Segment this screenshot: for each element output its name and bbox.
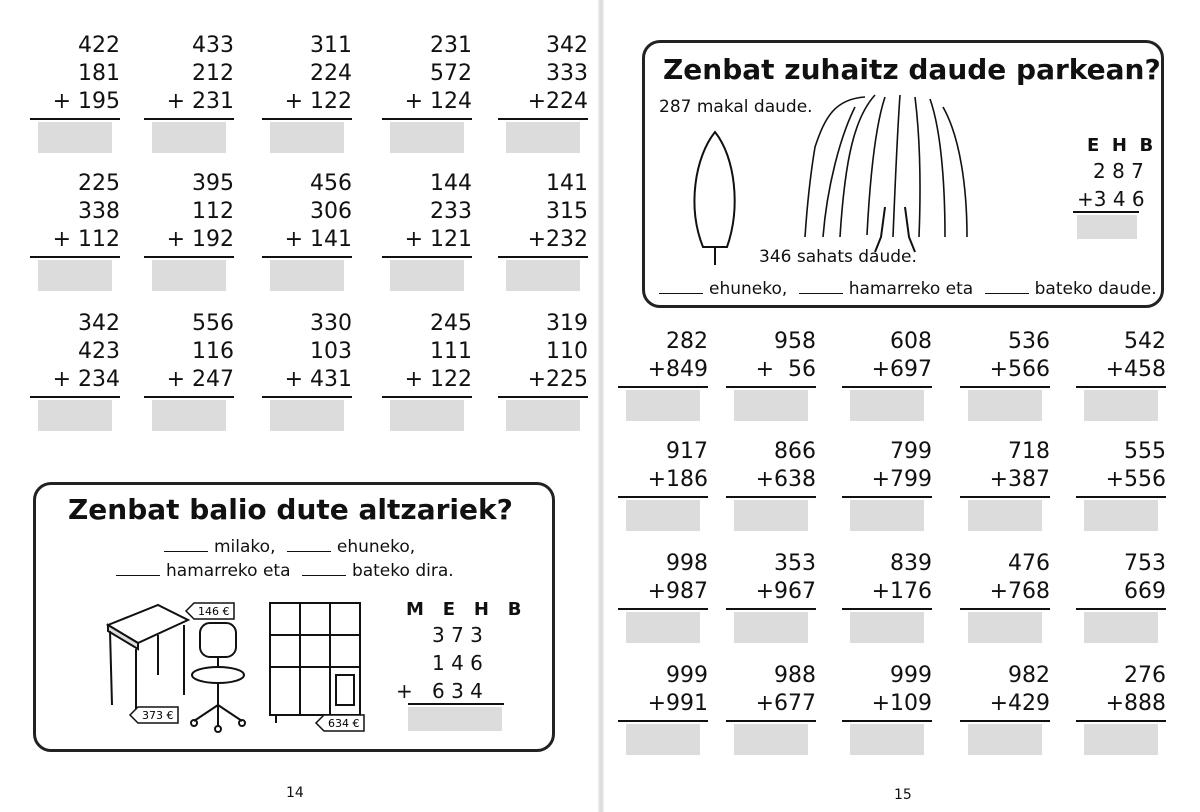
operand: +566 — [989, 357, 1050, 382]
table-icon — [108, 605, 188, 720]
sum-rule — [842, 608, 932, 610]
blank-ones-trees[interactable] — [985, 292, 1029, 294]
operand: 799 — [890, 439, 932, 464]
operand: + 56 — [755, 357, 816, 382]
operand: 608 — [890, 329, 932, 354]
price-tag-chair — [186, 603, 234, 619]
operand: 542 — [1124, 329, 1166, 354]
answer-box[interactable] — [38, 400, 112, 431]
operand: 556 — [192, 311, 234, 336]
ehb-sum-rule — [1073, 211, 1139, 213]
answer-box[interactable] — [626, 724, 700, 755]
price-tag-table — [130, 707, 178, 723]
operand: 181 — [78, 61, 120, 86]
page-number-left: 14 — [286, 785, 304, 801]
operand: + 192 — [166, 227, 234, 252]
sum-rule — [1076, 720, 1166, 722]
addition-problem — [842, 328, 932, 421]
operand: 572 — [430, 61, 472, 86]
sum-rule — [1076, 386, 1166, 388]
operand: 315 — [546, 199, 588, 224]
addition-problem — [726, 328, 816, 421]
operand: +967 — [755, 579, 816, 604]
operand: 669 — [1124, 579, 1166, 604]
answer-box[interactable] — [270, 260, 344, 291]
operand: +768 — [989, 579, 1050, 604]
trees-box — [642, 40, 1164, 308]
addition-problem — [144, 310, 234, 431]
addition-problem — [618, 438, 708, 531]
ehb-row-2: +3 4 6 — [1077, 187, 1145, 211]
operand: 433 — [192, 33, 234, 58]
answer-box[interactable] — [152, 260, 226, 291]
blank-tens-trees[interactable] — [799, 292, 843, 294]
addition-problem — [726, 662, 816, 755]
blank-hundreds[interactable] — [287, 550, 331, 552]
addition-problem — [726, 438, 816, 531]
operand: 422 — [78, 33, 120, 58]
answer-box[interactable] — [38, 260, 112, 291]
addition-problem — [30, 170, 120, 291]
answer-box[interactable] — [850, 500, 924, 531]
answer-box[interactable] — [152, 122, 226, 153]
operand: +987 — [647, 579, 708, 604]
mehb-headers: M E H B — [406, 599, 522, 620]
operand: 342 — [546, 33, 588, 58]
addition-problem — [262, 310, 352, 431]
operand: 718 — [1008, 439, 1050, 464]
mehb-answer-box[interactable] — [408, 707, 502, 731]
operand: 753 — [1124, 551, 1166, 576]
operand: 982 — [1008, 663, 1050, 688]
answer-box[interactable] — [506, 122, 580, 153]
price-tag-chair-text: 146 € — [198, 605, 230, 618]
sum-rule — [726, 608, 816, 610]
answer-box[interactable] — [626, 500, 700, 531]
operand: + 247 — [166, 367, 234, 392]
blank-ones[interactable] — [302, 574, 346, 576]
answer-box[interactable] — [968, 724, 1042, 755]
operand: + 431 — [284, 367, 352, 392]
sum-rule — [498, 118, 588, 120]
operand: +638 — [755, 467, 816, 492]
addition-problem — [960, 328, 1050, 421]
price-tag-cabinet-text: 634 € — [328, 717, 360, 730]
page-number-right: 15 — [894, 787, 912, 803]
furniture-box-title: Zenbat balio dute altzariek? — [68, 493, 513, 526]
operand: 958 — [774, 329, 816, 354]
operand: 999 — [890, 663, 932, 688]
answer-box[interactable] — [850, 724, 924, 755]
answer-box[interactable] — [270, 400, 344, 431]
operand: +387 — [989, 467, 1050, 492]
operand: + 112 — [52, 227, 120, 252]
sum-rule — [144, 118, 234, 120]
addition-problem — [382, 170, 472, 291]
addition-problem — [960, 438, 1050, 531]
addition-problem — [618, 550, 708, 643]
operand: 423 — [78, 339, 120, 364]
operand: +799 — [871, 467, 932, 492]
operand: 245 — [430, 311, 472, 336]
operand: 224 — [310, 61, 352, 86]
answer-box[interactable] — [734, 500, 808, 531]
poplars-text: 287 makal daude. — [659, 97, 813, 117]
sum-rule — [382, 118, 472, 120]
addition-problem — [960, 662, 1050, 755]
sum-rule — [1076, 496, 1166, 498]
operand: +677 — [755, 691, 816, 716]
operand: 112 — [192, 199, 234, 224]
addition-problem — [144, 32, 234, 153]
sum-rule — [842, 496, 932, 498]
operand: 231 — [430, 33, 472, 58]
furniture-box — [33, 482, 555, 752]
operand: 866 — [774, 439, 816, 464]
ehb-answer-box[interactable] — [1077, 215, 1137, 239]
answer-box[interactable] — [1084, 612, 1158, 643]
addition-problem — [842, 438, 932, 531]
operand: +186 — [647, 467, 708, 492]
addition-problem — [30, 310, 120, 431]
operand: + 122 — [404, 367, 472, 392]
cabinet-icon — [270, 603, 360, 723]
operand: 536 — [1008, 329, 1050, 354]
sum-rule — [726, 386, 816, 388]
addition-problem — [1076, 550, 1166, 643]
blank-hundreds-trees[interactable] — [659, 292, 703, 294]
ehb-headers: E H B — [1087, 135, 1154, 156]
operand: 233 — [430, 199, 472, 224]
answer-box[interactable] — [626, 612, 700, 643]
sum-rule — [262, 118, 352, 120]
operand: 330 — [310, 311, 352, 336]
sum-rule — [498, 396, 588, 398]
sum-rule — [382, 256, 472, 258]
answer-box[interactable] — [850, 612, 924, 643]
addition-problem — [1076, 662, 1166, 755]
operand: 333 — [546, 61, 588, 86]
operand: 311 — [310, 33, 352, 58]
answer-box[interactable] — [270, 122, 344, 153]
answer-box[interactable] — [506, 260, 580, 291]
sum-rule — [30, 118, 120, 120]
addition-problem — [498, 310, 588, 431]
sum-rule — [262, 256, 352, 258]
furniture-line-1: milako, ehuneko, — [164, 537, 415, 557]
operand: 144 — [430, 171, 472, 196]
sum-rule — [618, 608, 708, 610]
addition-problem — [498, 32, 588, 153]
mehb-row-2: 1 4 6 — [432, 651, 483, 675]
sum-rule — [618, 496, 708, 498]
operand: +232 — [527, 227, 588, 252]
sum-rule — [498, 256, 588, 258]
operand: + 121 — [404, 227, 472, 252]
addition-problem — [960, 550, 1050, 643]
chair-icon — [191, 623, 245, 732]
operand: 999 — [666, 663, 708, 688]
answer-box[interactable] — [390, 400, 464, 431]
operand: 110 — [546, 339, 588, 364]
addition-problem — [1076, 328, 1166, 421]
operand: 988 — [774, 663, 816, 688]
sum-rule — [144, 396, 234, 398]
operand: +429 — [989, 691, 1050, 716]
furniture-line-2: hamarreko eta bateko dira. — [116, 561, 454, 581]
answer-box[interactable] — [734, 612, 808, 643]
operand: 353 — [774, 551, 816, 576]
answer-box[interactable] — [1084, 390, 1158, 421]
sum-rule — [960, 386, 1050, 388]
operand: +224 — [527, 89, 588, 114]
addition-problem — [144, 170, 234, 291]
mehb-row-3: 6 3 4 — [432, 679, 483, 703]
trees-illustration — [675, 87, 995, 267]
sum-rule — [618, 386, 708, 388]
operand: +225 — [527, 367, 588, 392]
operand: + 141 — [284, 227, 352, 252]
operand: + 234 — [52, 367, 120, 392]
operand: + 124 — [404, 89, 472, 114]
answer-box[interactable] — [968, 390, 1042, 421]
blank-thousands[interactable] — [164, 550, 208, 552]
willows-text: 346 sahats daude. — [759, 247, 917, 267]
operand: +556 — [1105, 467, 1166, 492]
answer-box[interactable] — [1084, 724, 1158, 755]
addition-problem — [618, 662, 708, 755]
answer-box[interactable] — [968, 612, 1042, 643]
page-right — [604, 0, 1200, 812]
sum-rule — [842, 386, 932, 388]
operand: +697 — [871, 357, 932, 382]
operand: + 122 — [284, 89, 352, 114]
trees-answer-line: ehuneko, hamarreko eta bateko daude. — [659, 279, 1157, 299]
mehb-plus: + — [396, 679, 413, 703]
operand: +849 — [647, 357, 708, 382]
sum-rule — [262, 396, 352, 398]
operand: 225 — [78, 171, 120, 196]
mehb-sum-rule — [408, 703, 504, 705]
operand: 555 — [1124, 439, 1166, 464]
operand: +458 — [1105, 357, 1166, 382]
answer-box[interactable] — [1084, 500, 1158, 531]
addition-problem — [262, 170, 352, 291]
price-tag-cabinet — [316, 715, 364, 731]
sum-rule — [842, 720, 932, 722]
operand: 282 — [666, 329, 708, 354]
operand: +991 — [647, 691, 708, 716]
answer-box[interactable] — [506, 400, 580, 431]
operand: +888 — [1105, 691, 1166, 716]
sum-rule — [30, 256, 120, 258]
addition-problem — [382, 310, 472, 431]
willow-tree-icon — [805, 95, 967, 252]
sum-rule — [30, 396, 120, 398]
addition-problem — [842, 550, 932, 643]
answer-box[interactable] — [968, 500, 1042, 531]
operand: 839 — [890, 551, 932, 576]
operand: 395 — [192, 171, 234, 196]
ehb-row-1: 2 8 7 — [1093, 159, 1144, 183]
mehb-row-1: 3 7 3 — [432, 623, 483, 647]
answer-box[interactable] — [390, 260, 464, 291]
operand: 456 — [310, 171, 352, 196]
sum-rule — [144, 256, 234, 258]
addition-problem — [842, 662, 932, 755]
operand: 276 — [1124, 663, 1166, 688]
sum-rule — [382, 396, 472, 398]
sum-rule — [960, 720, 1050, 722]
operand: 103 — [310, 339, 352, 364]
blank-tens[interactable] — [116, 574, 160, 576]
operand: 212 — [192, 61, 234, 86]
price-tag-table-text: 373 € — [142, 709, 174, 722]
addition-problem — [1076, 438, 1166, 531]
sum-rule — [960, 496, 1050, 498]
operand: 111 — [430, 339, 472, 364]
sum-rule — [726, 720, 816, 722]
answer-box[interactable] — [38, 122, 112, 153]
operand: 476 — [1008, 551, 1050, 576]
addition-problem — [30, 32, 120, 153]
operand: 342 — [78, 311, 120, 336]
operand: 917 — [666, 439, 708, 464]
sum-rule — [618, 720, 708, 722]
poplar-tree-icon — [694, 132, 734, 265]
operand: + 231 — [166, 89, 234, 114]
answer-box[interactable] — [850, 390, 924, 421]
addition-problem — [618, 328, 708, 421]
addition-problem — [726, 550, 816, 643]
trees-box-title: Zenbat zuhaitz daude parkean? — [663, 53, 1161, 86]
operand: 319 — [546, 311, 588, 336]
addition-problem — [262, 32, 352, 153]
operand: 306 — [310, 199, 352, 224]
sum-rule — [726, 496, 816, 498]
operand: +109 — [871, 691, 932, 716]
sum-rule — [960, 608, 1050, 610]
operand: 116 — [192, 339, 234, 364]
operand: 998 — [666, 551, 708, 576]
answer-box[interactable] — [390, 122, 464, 153]
operand: + 195 — [52, 89, 120, 114]
addition-problem — [498, 170, 588, 291]
operand: 338 — [78, 199, 120, 224]
addition-problem — [382, 32, 472, 153]
furniture-illustration — [98, 595, 378, 745]
answer-box[interactable] — [152, 400, 226, 431]
answer-box[interactable] — [734, 390, 808, 421]
sum-rule — [1076, 608, 1166, 610]
operand: +176 — [871, 579, 932, 604]
answer-box[interactable] — [626, 390, 700, 421]
operand: 141 — [546, 171, 588, 196]
answer-box[interactable] — [734, 724, 808, 755]
